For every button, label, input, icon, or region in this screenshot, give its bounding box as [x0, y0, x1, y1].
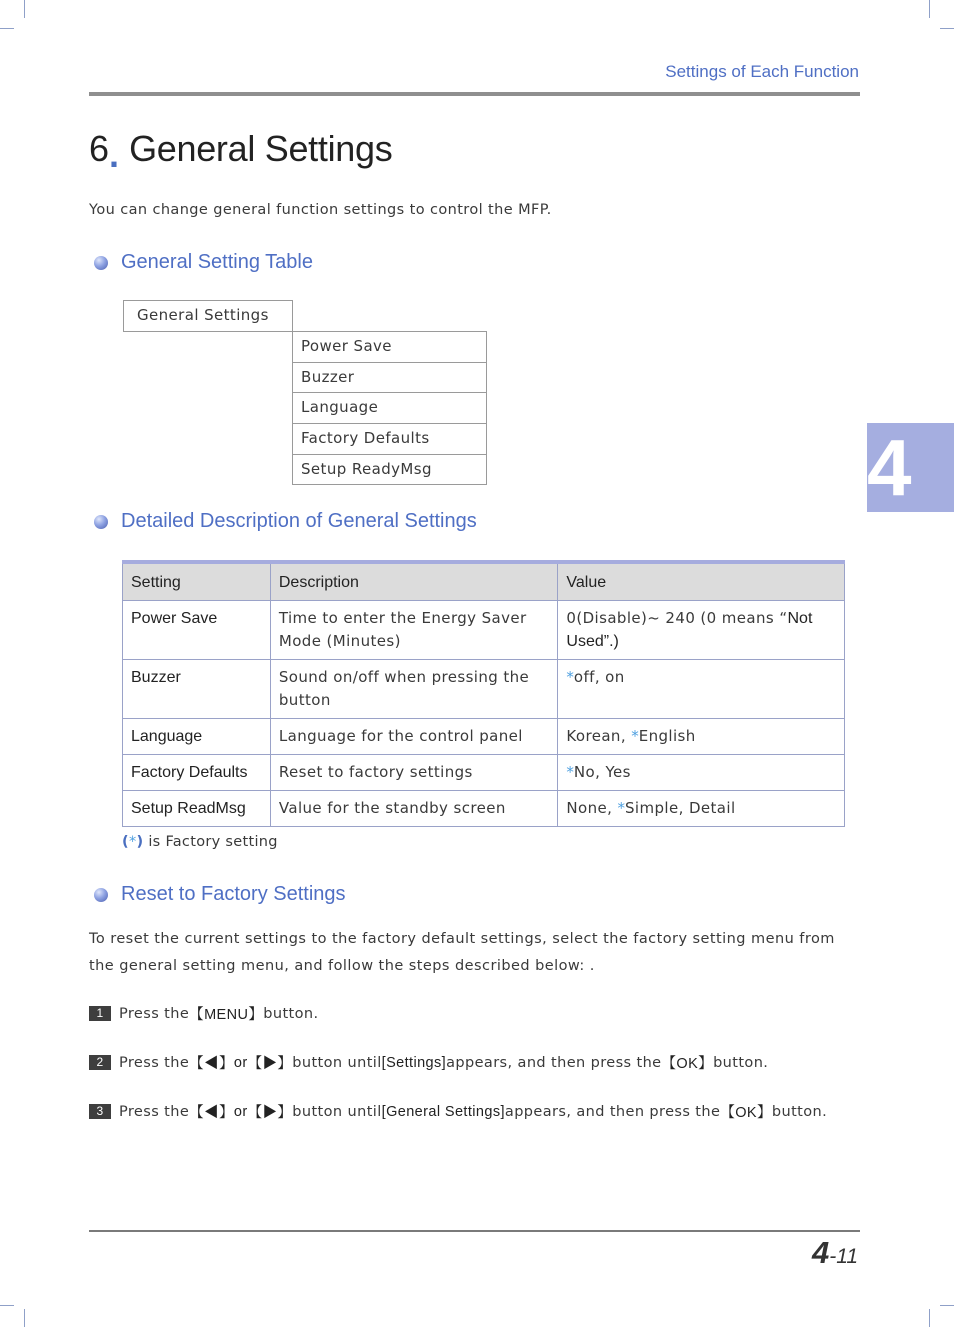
table-row: [123, 755, 845, 791]
table-header: Description: [270, 562, 558, 601]
table-row: [123, 791, 845, 827]
description-text: Sound on/off when pressing the button: [278, 668, 530, 709]
key-label: 【OK】: [661, 1056, 714, 1072]
step-number: 1: [89, 1006, 111, 1021]
table-cell-description: [270, 660, 558, 719]
table-cell-setting: Factory Defaults: [123, 755, 271, 791]
header-rule: [89, 92, 860, 96]
factory-default-marker: *: [617, 799, 625, 817]
table-cell-setting: Buzzer: [123, 660, 271, 719]
footer-rule: [89, 1230, 860, 1232]
table-cell-description: [270, 601, 558, 660]
page-title-number: 6: [89, 128, 110, 169]
tree-item: Buzzer: [292, 362, 487, 393]
running-header: Settings of Each Function: [665, 62, 859, 81]
table-cell-value: [558, 719, 845, 755]
table-row: [123, 719, 845, 755]
settings-description-table: [122, 560, 845, 827]
key-label: 【◀】: [189, 1056, 234, 1072]
table-footnote: [122, 834, 278, 850]
reset-paragraph: To reset the current settings to the factory default settings, select the factory setting menu from the general setting menu, and follow the steps described below: .: [89, 931, 835, 974]
section-heading-text: Reset to Factory Settings: [121, 883, 346, 905]
key-label: 【MENU】: [189, 1007, 264, 1023]
bullet-icon: [94, 515, 108, 529]
crop-mark: [0, 28, 14, 29]
table-row: [123, 660, 845, 719]
table-cell-setting: Language: [123, 719, 271, 755]
table-cell-description: [270, 755, 558, 791]
key-label: 【▶】: [247, 1056, 293, 1072]
step-text: or: [233, 1054, 248, 1071]
crop-mark: [24, 0, 25, 18]
key-label: 【▶】: [247, 1105, 293, 1121]
crop-mark: [940, 1305, 954, 1306]
value-text: Simple, Detail: [624, 799, 736, 817]
section-heading-detail: [92, 510, 477, 533]
menu-label: [General Settings]: [381, 1103, 505, 1120]
step-text: button.: [263, 1005, 319, 1022]
tree-item: Language: [292, 392, 487, 424]
table-cell-description: [270, 791, 558, 827]
step-text: button.: [771, 1103, 828, 1120]
section-heading-reset: [92, 883, 346, 906]
step-text: appears, and then press the: [504, 1103, 721, 1120]
key-label: 【OK】: [720, 1105, 772, 1121]
bullet-icon: [94, 888, 108, 902]
crop-mark: [929, 1309, 930, 1327]
footnote-paren: (: [122, 834, 129, 850]
page-number: [812, 1235, 858, 1271]
page-number-chapter: 4: [811, 1235, 830, 1270]
value-text: Not Used”.): [566, 610, 813, 650]
value-text: Korean,: [566, 727, 632, 745]
factory-default-marker: *: [631, 727, 639, 745]
table-cell-value: [558, 791, 845, 827]
step-text: button until: [292, 1103, 382, 1120]
description-text: Time to enter the Energy Saver Mode (Minutes): [278, 609, 527, 650]
page-title-text: General Settings: [129, 128, 393, 169]
table-cell-value: [558, 660, 845, 719]
table-cell-description: [270, 719, 558, 755]
footnote-text: is Factory setting: [143, 834, 278, 850]
step-text: button.: [713, 1054, 769, 1071]
chapter-tab: 4: [867, 423, 954, 512]
table-cell-setting: Setup ReadMsg: [123, 791, 271, 827]
step-item: [89, 1003, 319, 1024]
bullet-icon: [94, 256, 108, 270]
value-text: off, on: [573, 668, 625, 686]
step-text: Press the: [119, 1054, 190, 1071]
crop-mark: [24, 1309, 25, 1327]
page-title-dot: .: [109, 134, 120, 175]
step-number: 2: [89, 1055, 111, 1070]
tree-root: General Settings: [123, 300, 293, 332]
value-text: 0(Disable)~ 240 (0 means “: [566, 609, 788, 627]
table-header-row: [123, 562, 845, 601]
description-text: Language for the control panel: [278, 727, 523, 745]
table-cell-value: [558, 601, 845, 660]
table-header: Setting: [123, 562, 271, 601]
step-text: Press the: [119, 1103, 190, 1120]
page-number-page: -11: [829, 1245, 858, 1268]
key-label: 【◀】: [189, 1105, 234, 1121]
table-row: [123, 601, 845, 660]
step-item: [89, 1101, 827, 1122]
step-item: [89, 1052, 768, 1073]
step-text: appears, and then press the: [446, 1054, 662, 1071]
intro-text: You can change general function settings to control the MFP.: [89, 202, 552, 218]
crop-mark: [940, 28, 954, 29]
description-text: Reset to factory settings: [278, 763, 473, 781]
factory-default-marker: *: [566, 668, 574, 686]
step-number: 3: [89, 1104, 111, 1119]
footnote-paren: ): [136, 834, 144, 850]
tree-item: Setup ReadyMsg: [292, 454, 487, 485]
section-heading-table: [92, 251, 313, 274]
step-text: button until: [292, 1054, 382, 1071]
table-header: Value: [558, 562, 845, 601]
table-cell-value: [558, 755, 845, 791]
section-heading-text: General Setting Table: [121, 251, 313, 273]
crop-mark: [929, 0, 930, 18]
tree-item: Factory Defaults: [292, 423, 487, 455]
crop-mark: [0, 1305, 14, 1306]
factory-default-marker: *: [566, 763, 574, 781]
table-cell-setting: Power Save: [123, 601, 271, 660]
menu-label: [Settings]: [381, 1054, 447, 1071]
value-text: None,: [566, 799, 618, 817]
page-title: [89, 128, 393, 175]
value-text: English: [638, 727, 696, 745]
step-text: or: [233, 1103, 248, 1120]
step-text: Press the: [119, 1005, 190, 1022]
description-text: Value for the standby screen: [278, 799, 506, 817]
factory-default-marker: *: [128, 834, 137, 850]
value-text: No, Yes: [573, 763, 631, 781]
section-heading-text: Detailed Description of General Settings: [121, 510, 477, 532]
tree-item: Power Save: [292, 331, 487, 363]
